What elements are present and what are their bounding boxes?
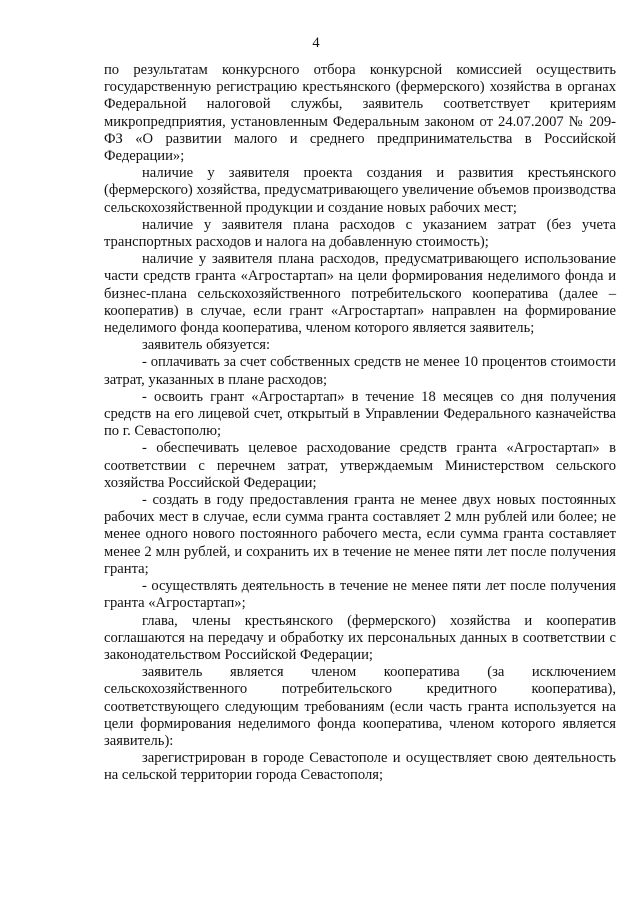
paragraph-applicant-obligations: заявитель обязуется: (142, 337, 271, 354)
paragraph-own-funds: - оплачивать за счет собственных средств не менее 10 процентов стоимости затрат, указанных в плане расходов; (104, 354, 616, 388)
paragraph-registration: по результатам конкурсного отбора конкурсной комиссией осуществить государственную регистрацию крестьянского (фермерского) хозяйства в органах Федеральной налоговой службы, заявитель соответствует критериям микропредприятия, установленным Федеральным законом от 24.07.2007 № 209-ФЗ «О развитии малого и среднего предпринимательства в Российской Федерации»; (104, 62, 616, 165)
paragraph-targeted-spending: - обеспечивать целевое расходование средств гранта «Агростартап» в соответствии с перечнем затрат, утверждаемым Министерством сельского хозяйства Российской Федерации; (104, 440, 616, 491)
document-body (104, 62, 616, 785)
paragraph-cooperative-member: заявитель является членом кооператива (за исключением сельскохозяйственного потребительского кредитного кооператива), соответствующего следующим требованиям (если часть гранта используется на цели формирования неделимого фонда кооператива, членом которого является заявитель): (104, 664, 616, 749)
paragraph-expense-plan: наличие у заявителя плана расходов с указанием затрат (без учета транспортных расходов и налога на добавленную стоимость); (104, 216, 616, 251)
paragraph-personal-data: глава, члены крестьянского (фермерского) хозяйства и кооператив соглашаются на передачу и обработку их персональных данных в соответствии с законодательством Российской Федерации; (104, 612, 616, 663)
paragraph-project: наличие у заявителя проекта создания и развития крестьянского (фермерского) хозяйства, предусматривающего увеличение объемов производства сельскохозяйственной продукции и создание новых рабочих мест; (104, 165, 616, 216)
page-number: 4 (312, 35, 320, 51)
paragraph-new-jobs: - создать в году предоставления гранта не менее двух новых постоянных рабочих мест в случае, если сумма гранта составляет 2 млн рублей или более; не менее одного нового постоянного рабочего места, если сумма гранта составляет менее 2 млн рублей, и сохранить их в течение не менее пяти лет после получения гранта; (104, 492, 616, 577)
paragraph-expense-plan-cooperative: наличие у заявителя плана расходов, предусматривающего использование части средств гранта «Агростартап» на цели формирования неделимого фонда и бизнес-плана сельскохозяйственного потребительского кооператива (далее – кооператив) в случае, если грант «Агростартап» направлен на формирование неделимого фонда кооператива, членом которого является заявитель; (104, 251, 616, 337)
paragraph-activity-period: - осуществлять деятельность в течение не менее пяти лет после получения гранта «Агростартап»; (104, 578, 616, 612)
paragraph-registered-sevastopol: зарегистрирован в городе Севастополе и осуществляет свою деятельность на сельской территории города Севастополя; (104, 750, 616, 784)
paragraph-grant-use-period: - освоить грант «Агростартап» в течение 18 месяцев со дня получения средств на его лицевой счет, открытый в Управлении Федерального казначейства по г. Севастополю; (104, 388, 616, 440)
